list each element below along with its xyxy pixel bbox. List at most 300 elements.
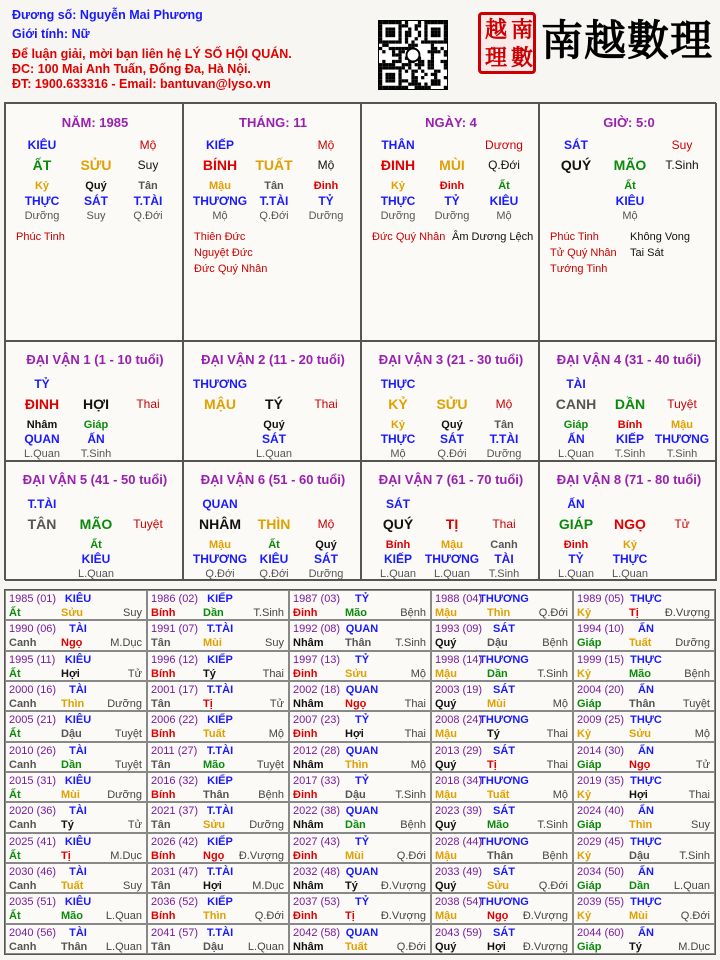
- year-stem: Kỷ: [577, 607, 592, 619]
- year-phase: Mộ: [552, 789, 568, 801]
- hidden-god: T.TÀI: [133, 194, 163, 208]
- year-god: KIÊU: [64, 593, 92, 605]
- luck-hidden-phase: T.Sinh: [80, 448, 112, 460]
- year-cell: [289, 742, 431, 772]
- luck-hidden-god: ẤN: [567, 432, 585, 446]
- year-phase: Tuyệt: [114, 728, 142, 741]
- hidden-stem: Kỷ: [34, 180, 50, 192]
- year-stem: Mậu: [435, 789, 457, 801]
- luck-title: ĐẠI VẬN 1 (1 - 10 tuổi): [26, 352, 164, 367]
- year-label: 2029 (45): [577, 835, 625, 848]
- year-label: 2007 (23): [293, 714, 341, 727]
- year-branch: Dần: [61, 758, 82, 771]
- year-label: 2020 (36): [9, 805, 57, 818]
- luck-god: ẤN: [567, 497, 585, 511]
- hidden-god: T.TÀI: [259, 194, 289, 208]
- year-branch: Ngọ: [629, 758, 651, 771]
- year-branch: Tị: [203, 698, 213, 710]
- year-stem: Bính: [151, 607, 176, 619]
- year-stem: Đinh: [293, 607, 318, 619]
- year-phase: L.Quan: [247, 940, 284, 953]
- pillar-god: SÁT: [564, 138, 588, 152]
- year-branch: Tuất: [629, 637, 652, 650]
- pillar-cell: [183, 103, 361, 341]
- year-god: THƯƠNG: [479, 593, 529, 605]
- year-stem: Kỷ: [577, 667, 592, 680]
- hidden-stem: Quý: [85, 180, 107, 192]
- year-stem: Tân: [151, 698, 171, 710]
- year-cell: [431, 681, 573, 711]
- year-branch: Ngọ: [487, 910, 509, 923]
- year-label: 2010 (26): [9, 744, 57, 757]
- year-phase: Đ.Vượng: [238, 849, 284, 862]
- year-label: 2034 (50): [577, 866, 625, 878]
- year-cell: [147, 681, 289, 711]
- year-label: 1985 (01): [9, 593, 57, 605]
- year-cell: [5, 833, 147, 863]
- luck-god: SÁT: [386, 497, 410, 511]
- year-god: ẤN: [638, 805, 654, 818]
- year-branch: Sửu: [487, 880, 510, 892]
- year-cell: [147, 590, 289, 620]
- pillar-branch: TUẤT: [255, 157, 293, 173]
- luck-cell: [183, 341, 361, 461]
- luck-cell: [183, 461, 361, 581]
- year-label: 2028 (44): [435, 835, 483, 848]
- year-branch: Tý: [61, 819, 74, 832]
- header-line: ĐC: 100 Mai Anh Tuấn, Đống Đa, Hà Nội.: [12, 62, 251, 76]
- year-god: TỶ: [354, 775, 370, 787]
- year-phase: T.Sinh: [253, 607, 284, 619]
- luck-branch: NGỌ: [614, 516, 646, 532]
- hidden-phase: Q.Đới: [259, 210, 289, 222]
- year-phase: T.Sinh: [537, 667, 568, 680]
- year-branch: Hợi: [487, 940, 506, 953]
- luck-hidden-god: KIẾP: [383, 552, 413, 566]
- luck-hidden-god: KIẾP: [615, 432, 645, 446]
- year-label: 2013 (29): [435, 744, 483, 757]
- year-cell: [431, 620, 573, 650]
- luck-hidden-god: KIÊU: [81, 552, 111, 566]
- year-phase: Bệnh: [542, 849, 568, 862]
- year-branch: Tý: [345, 880, 358, 892]
- year-phase: Tuyệt: [114, 758, 142, 771]
- luck-cell: [539, 461, 717, 581]
- year-cell: [431, 863, 573, 893]
- year-stem: Đinh: [293, 789, 318, 801]
- year-god: T.TÀI: [206, 744, 234, 757]
- year-label: 1997 (13): [293, 653, 341, 666]
- year-cell: [289, 802, 431, 832]
- year-stem: Quý: [435, 819, 457, 832]
- year-god: TÀI: [69, 866, 87, 878]
- year-phase: Đ.Vượng: [522, 940, 568, 953]
- year-god: SÁT: [493, 744, 515, 757]
- luck-hidden-stem: Nhâm: [26, 419, 58, 431]
- year-god: KIẾP: [207, 775, 233, 787]
- year-god: THƯƠNG: [479, 714, 529, 727]
- year-stem: Canh: [9, 819, 37, 832]
- seal-stamp-icon: [478, 12, 536, 74]
- header-line: Để luận giải, mời bạn liên hệ LÝ SỐ HỘI QUÁN.: [12, 47, 292, 61]
- hidden-phase: Dưỡng: [308, 210, 344, 222]
- year-branch: Sửu: [203, 819, 226, 832]
- year-phase: Thai: [688, 789, 710, 801]
- year-stem: Bính: [151, 789, 176, 801]
- year-branch: Dậu: [203, 940, 224, 953]
- seal-char: 南: [511, 17, 534, 43]
- year-branch: Mão: [203, 758, 225, 771]
- year-phase: Dưỡng: [107, 698, 142, 710]
- hidden-stem: Tân: [264, 180, 284, 192]
- year-god: ẤN: [638, 684, 654, 696]
- luck-hidden-stem: Ất: [268, 539, 280, 551]
- year-cell: [289, 772, 431, 802]
- year-god: SÁT: [493, 866, 515, 878]
- year-label: 1992 (08): [293, 623, 341, 636]
- year-cell: [147, 802, 289, 832]
- year-phase: Q.Đới: [538, 880, 568, 892]
- pillar-phase: T.Sinh: [665, 158, 699, 172]
- year-stem: Mậu: [435, 849, 457, 862]
- year-branch: Dậu: [61, 728, 82, 741]
- year-label: 2023 (39): [435, 805, 483, 818]
- year-stem: Đinh: [293, 849, 318, 862]
- year-god: KIÊU: [64, 896, 92, 909]
- hidden-phase: Q.Đới: [133, 210, 163, 222]
- hidden-phase: Dưỡng: [24, 210, 60, 222]
- year-stem: Đinh: [293, 728, 318, 741]
- luck-hidden-stem: Đinh: [563, 539, 589, 551]
- year-cell: [573, 681, 715, 711]
- year-branch: Tuất: [203, 728, 226, 741]
- year-phase: Q.Đới: [538, 607, 568, 619]
- year-stem: Bính: [151, 667, 176, 680]
- luck-hidden-phase: Mộ: [390, 448, 406, 460]
- year-label: 2035 (51): [9, 896, 57, 909]
- year-phase: Tuyệt: [256, 758, 284, 771]
- year-stem: Kỷ: [577, 910, 592, 923]
- year-label: 1988 (04): [435, 593, 483, 605]
- year-cell: [431, 802, 573, 832]
- year-label: 2001 (17): [151, 684, 199, 696]
- year-phase: Bệnh: [258, 789, 284, 801]
- year-branch: Ngọ: [61, 637, 83, 650]
- year-label: 2012 (28): [293, 744, 341, 757]
- luck-branch: TỊ: [445, 516, 459, 532]
- year-branch: Hợi: [629, 789, 648, 801]
- year-stem: Giáp: [577, 940, 602, 953]
- luck-phase: Tuyệt: [667, 397, 697, 411]
- year-god: ẤN: [638, 744, 654, 757]
- year-phase: Mộ: [410, 667, 426, 680]
- year-phase: L.Quan: [105, 940, 142, 953]
- year-stem: Tân: [151, 758, 171, 771]
- year-god: SÁT: [493, 623, 515, 636]
- year-cell: [431, 651, 573, 681]
- pillar-branch: SỬU: [80, 157, 112, 173]
- hidden-phase: Suy: [86, 210, 106, 222]
- hidden-god: KIÊU: [489, 194, 519, 208]
- year-branch: Dậu: [345, 789, 366, 801]
- year-phase: T.Sinh: [679, 849, 710, 862]
- year-god: TỶ: [354, 714, 370, 727]
- year-god: THƯƠNG: [479, 775, 529, 787]
- year-phase: Đ.Vượng: [522, 910, 568, 923]
- star-left: Tử Quý Nhân: [550, 247, 617, 259]
- year-phase: Mộ: [268, 728, 284, 741]
- luck-cell: [5, 341, 183, 461]
- year-cell: [5, 590, 147, 620]
- year-god: SÁT: [493, 805, 515, 818]
- year-stem: Mậu: [435, 728, 457, 741]
- year-cell: [147, 651, 289, 681]
- year-stem: Ất: [9, 849, 21, 862]
- year-god: KIÊU: [64, 775, 92, 787]
- year-label: 2017 (33): [293, 775, 341, 787]
- year-stem: Kỷ: [577, 789, 592, 801]
- year-cell: [573, 893, 715, 923]
- year-branch: Thìn: [345, 758, 369, 771]
- year-phase: Bệnh: [400, 819, 426, 832]
- year-stem: Ất: [9, 728, 21, 741]
- year-label: 2030 (46): [9, 866, 57, 878]
- year-phase: Q.Đới: [396, 940, 426, 953]
- year-god: QUAN: [345, 623, 379, 636]
- hidden-phase: Dưỡng: [434, 210, 470, 222]
- star-left: Thiên Đức: [194, 231, 246, 243]
- year-cell: [5, 620, 147, 650]
- pillar-cell: [361, 103, 539, 341]
- year-stem: Giáp: [577, 637, 602, 650]
- year-god: KIẾP: [207, 653, 233, 666]
- year-god: KIẾP: [207, 593, 233, 605]
- year-phase: T.Sinh: [537, 819, 568, 832]
- year-cell: [147, 772, 289, 802]
- year-branch: Dần: [345, 819, 366, 832]
- year-phase: T.Sinh: [395, 637, 426, 650]
- pillar-title: GIỜ: 5:0: [603, 115, 655, 130]
- year-branch: Tuất: [61, 880, 84, 892]
- luck-hidden-stem: Giáp: [563, 419, 589, 431]
- year-god: THƯƠNG: [479, 896, 529, 909]
- year-cell: [5, 802, 147, 832]
- year-label: 2038 (54): [435, 896, 483, 909]
- year-stem: Nhâm: [293, 698, 324, 710]
- year-label: 2022 (38): [293, 805, 341, 818]
- year-label: 2002 (18): [293, 684, 341, 696]
- luck-hidden-phase: T.Sinh: [488, 568, 520, 580]
- year-stem: Bính: [151, 728, 176, 741]
- year-phase: L.Quan: [105, 910, 142, 923]
- hidden-phase: Dưỡng: [380, 210, 416, 222]
- year-god: T.TÀI: [206, 866, 234, 878]
- pillar-stem: BÍNH: [202, 157, 238, 173]
- year-phase: Thai: [404, 698, 426, 710]
- year-branch: Sửu: [61, 607, 84, 619]
- year-label: 2042 (58): [293, 926, 341, 939]
- year-phase: Suy: [265, 637, 284, 650]
- luck-hidden-god: TỶ: [568, 552, 584, 566]
- year-cell: [431, 742, 573, 772]
- luck-god: T.TÀI: [27, 497, 57, 511]
- star-left: Phúc Tinh: [16, 231, 65, 243]
- year-stem: Canh: [9, 940, 37, 953]
- year-branch: Dậu: [629, 849, 650, 862]
- year-god: KIÊU: [64, 835, 92, 848]
- year-label: 1993 (09): [435, 623, 483, 636]
- year-stem: Ất: [9, 667, 21, 680]
- year-stem: Đinh: [293, 910, 318, 923]
- luck-title: ĐẠI VẬN 8 (71 - 80 tuổi): [556, 472, 702, 487]
- seal-char: 理: [485, 45, 508, 71]
- star-right: Không Vong: [630, 231, 690, 243]
- luck-stem: GIÁP: [558, 516, 594, 532]
- year-cell: [147, 833, 289, 863]
- year-branch: Sửu: [629, 728, 652, 741]
- year-label: 2011 (27): [151, 744, 198, 757]
- year-cell: [573, 711, 715, 741]
- luck-cell: [539, 341, 717, 461]
- year-label: 2014 (30): [577, 744, 625, 757]
- pillar-branch: MÙI: [439, 157, 465, 173]
- luck-hidden-stem: Bính: [617, 419, 643, 431]
- year-stem: Quý: [435, 758, 457, 771]
- hidden-god: THƯƠNG: [192, 194, 248, 208]
- year-branch: Thân: [203, 789, 230, 801]
- year-phase: M.Dục: [252, 880, 284, 892]
- year-branch: Thân: [61, 940, 88, 953]
- luck-hidden-god: THƯƠNG: [192, 552, 248, 566]
- year-phase: Thai: [262, 667, 284, 680]
- year-cell: [289, 711, 431, 741]
- luck-title: ĐẠI VẬN 3 (21 - 30 tuổi): [378, 352, 524, 367]
- pillar-stem: ĐINH: [380, 157, 416, 173]
- luck-hidden-stem: Giáp: [83, 419, 109, 431]
- luck-hidden-phase: T.Sinh: [666, 448, 698, 460]
- year-cell: [5, 711, 147, 741]
- year-branch: Thân: [629, 698, 656, 710]
- qr-code-icon: [378, 20, 448, 90]
- year-stem: Quý: [435, 940, 457, 953]
- year-branch: Mão: [345, 607, 367, 619]
- year-label: 1999 (15): [577, 653, 625, 666]
- luck-hidden-phase: T.Sinh: [614, 448, 646, 460]
- pillar-title: NGÀY: 4: [425, 115, 477, 130]
- year-god: KIÊU: [64, 653, 92, 666]
- year-phase: M.Dục: [678, 940, 710, 953]
- year-branch: Mùi: [203, 637, 222, 650]
- luck-god: THỰC: [380, 377, 416, 391]
- luck-hidden-phase: L.Quan: [379, 568, 417, 580]
- hidden-god: TỶ: [444, 194, 460, 208]
- year-phase: Mộ: [552, 698, 568, 710]
- year-phase: Bệnh: [542, 637, 568, 650]
- year-god: QUAN: [345, 805, 379, 818]
- year-stem: Giáp: [577, 698, 602, 710]
- year-god: TÀI: [69, 623, 87, 636]
- luck-branch: DẦN: [614, 396, 646, 412]
- year-stem: Ất: [9, 607, 21, 619]
- year-stem: Nhâm: [293, 758, 324, 771]
- year-branch: Sửu: [345, 667, 368, 680]
- year-stem: Giáp: [577, 758, 602, 771]
- star-right: Âm Dương Lệch: [452, 231, 534, 243]
- year-god: T.TÀI: [206, 805, 234, 818]
- year-label: 1990 (06): [9, 623, 57, 636]
- hidden-god: TỶ: [318, 194, 334, 208]
- year-label: 2040 (56): [9, 926, 57, 939]
- year-god: TÀI: [69, 926, 87, 939]
- year-branch: Tý: [629, 940, 642, 953]
- luck-hidden-phase: Q.Đới: [259, 568, 289, 580]
- year-phase: Dưỡng: [675, 637, 710, 650]
- year-branch: Tuất: [345, 940, 368, 953]
- luck-hidden-stem: Bính: [385, 539, 411, 551]
- pillar-god: KIÊU: [27, 138, 57, 152]
- luck-hidden-stem: Quý: [315, 539, 337, 551]
- year-cell: [289, 833, 431, 863]
- pillar-phase: Suy: [137, 158, 159, 172]
- luck-title: ĐẠI VẬN 7 (61 - 70 tuổi): [378, 472, 524, 487]
- year-label: 2039 (55): [577, 896, 625, 909]
- luck-hidden-phase: L.Quan: [255, 448, 293, 460]
- luck-hidden-god: THƯƠNG: [424, 552, 480, 566]
- luck-hidden-god: SÁT: [262, 432, 286, 446]
- year-label: 2036 (52): [151, 896, 199, 909]
- year-cell: [289, 590, 431, 620]
- year-god: TỶ: [354, 593, 370, 605]
- year-branch: Dần: [629, 880, 650, 892]
- year-god: THỰC: [630, 593, 662, 605]
- year-phase: Q.Đới: [254, 910, 284, 923]
- luck-cell: [5, 461, 183, 581]
- year-cell: [289, 651, 431, 681]
- luck-hidden-phase: L.Quan: [557, 568, 595, 580]
- star-left: Tướng Tinh: [550, 263, 608, 275]
- hidden-stem: Đinh: [313, 180, 339, 192]
- pillar-extra: Dương: [485, 138, 523, 152]
- year-stem: Ất: [9, 910, 21, 923]
- year-cell: [5, 651, 147, 681]
- year-phase: Đ.Vượng: [380, 910, 426, 923]
- luck-hidden-stem: Quý: [263, 419, 285, 431]
- year-phase: Đ.Vượng: [380, 880, 426, 892]
- star-right: Tai Sát: [630, 247, 664, 259]
- luck-branch: HỢI: [83, 396, 109, 412]
- hidden-stem: Mậu: [209, 180, 231, 192]
- year-god: THỰC: [630, 835, 662, 848]
- year-branch: Tị: [345, 910, 355, 923]
- year-label: 1986 (02): [151, 593, 199, 605]
- hidden-phase: Mộ: [212, 210, 228, 222]
- year-cell: [573, 620, 715, 650]
- year-branch: Mùi: [629, 910, 648, 923]
- year-stem: Quý: [435, 637, 457, 650]
- luck-hidden-phase: L.Quan: [77, 568, 115, 580]
- year-god: QUAN: [345, 926, 379, 939]
- year-label: 1998 (14): [435, 653, 483, 666]
- luck-stem: CANH: [555, 396, 597, 412]
- year-god: ẤN: [638, 926, 654, 939]
- year-stem: Tân: [151, 637, 171, 650]
- luck-hidden-stem: Kỷ: [622, 539, 638, 551]
- year-cell: [147, 863, 289, 893]
- header-line: Giới tính: Nữ: [12, 27, 90, 41]
- luck-hidden-god: QUAN: [24, 432, 60, 446]
- year-branch: Dần: [487, 667, 508, 680]
- header-line: ĐT: 1900.633316 - Email: bantuvan@lyso.vn: [12, 77, 271, 91]
